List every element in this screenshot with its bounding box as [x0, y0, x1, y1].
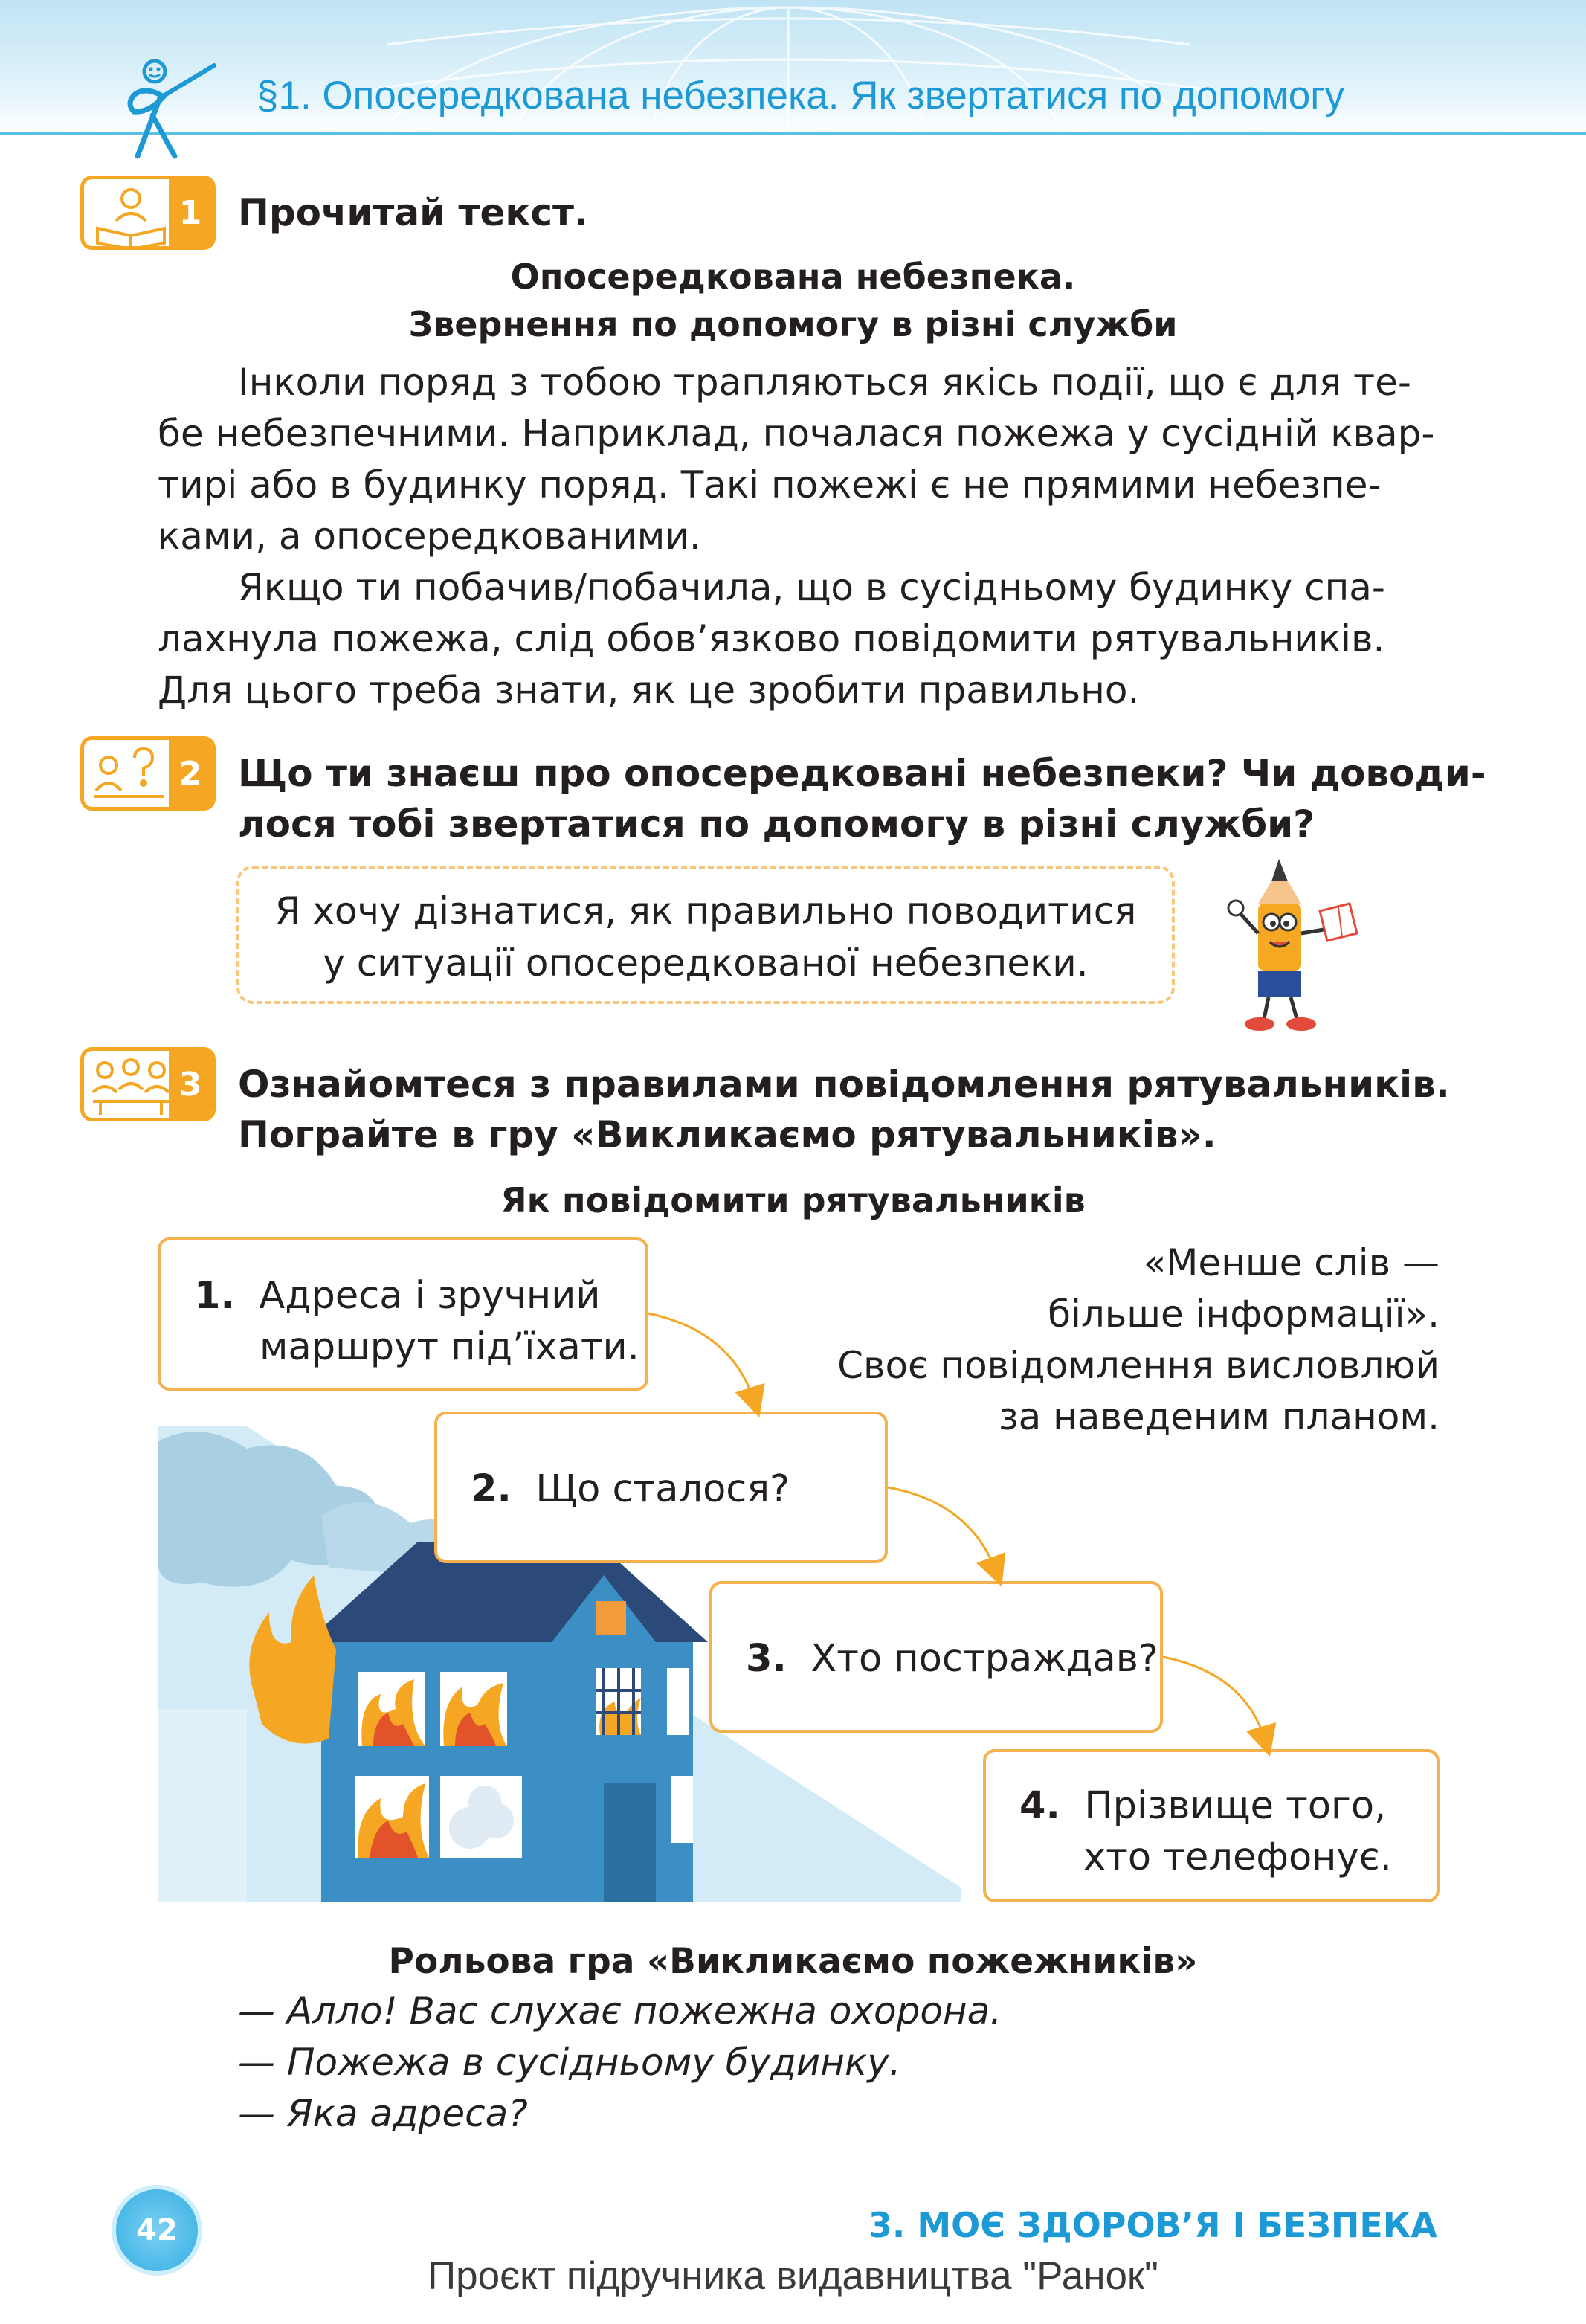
- reading-child-icon: [90, 184, 172, 246]
- ya-logo-icon: [104, 52, 223, 167]
- page-header-title: §1. Опосередкована небезпека. Як звертатися по допомогу: [257, 74, 1345, 118]
- rule-quote: [744, 1237, 1440, 1443]
- step-number: 4.: [1019, 1784, 1060, 1828]
- note-line: Я хочу дізнатися, як правильно поводитися: [274, 889, 1137, 933]
- question-children-icon: [90, 744, 172, 807]
- header-rule: [0, 132, 1586, 135]
- note-box: [236, 866, 1175, 1004]
- task-badge-2: [80, 736, 216, 811]
- task2-question-line1: Що ти знаєш про опосередковані небезпеки? Чи доводи-: [238, 752, 1486, 795]
- note-line: у ситуації опосередкованої небезпеки.: [323, 941, 1089, 985]
- step-number: 1.: [194, 1274, 235, 1318]
- quote-line: «Менше слів —: [1143, 1241, 1440, 1284]
- paragraph-1: [158, 357, 1440, 562]
- paragraph-line: тирі або в будинку поряд. Такі пожежі є не прямими небезпе-: [158, 463, 1382, 506]
- paragraph-2: [158, 562, 1440, 716]
- task-number: 1: [169, 179, 212, 246]
- paragraph-line: лахнула пожежа, слід обов’язково повідомити рятувальників.: [158, 617, 1385, 660]
- step-3-box: [709, 1581, 1163, 1733]
- text-title-line2: Звернення по допомогу в різні служби: [408, 304, 1178, 344]
- step-text: хто телефонує.: [1083, 1835, 1392, 1879]
- quote-line: за наведеним планом.: [999, 1395, 1440, 1438]
- section-label: 3. МОЄ ЗДОРОВ’Я І БЕЗПЕКА: [868, 2205, 1437, 2245]
- scheme-subtitle: Як повідомити рятувальників: [500, 1180, 1086, 1220]
- role-play-title: Рольова гра «Викликаємо пожежників»: [388, 1941, 1198, 1982]
- step-text: Що сталося?: [535, 1467, 790, 1511]
- task-number: 2: [169, 740, 212, 807]
- paragraph-line: Для цього треба знати, як це зробити правильно.: [158, 669, 1140, 712]
- task-number: 3: [169, 1051, 212, 1118]
- paragraph-line: Інколи поряд з тобою трапляються якісь події, що є для те-: [238, 361, 1411, 404]
- step-text: Прізвище того,: [1084, 1784, 1387, 1828]
- task1-instruction: Прочитай текст.: [238, 191, 588, 234]
- quote-line: більше інформації».: [1048, 1293, 1440, 1336]
- paragraph-line: Якщо ти побачив/побачила, що в сусідньому будинку спа-: [238, 566, 1385, 609]
- paragraph-line: ками, а опосередкованими.: [158, 515, 701, 558]
- paragraph-line: бе небезпечними. Наприклад, почалася пожежа у сусідній квар-: [158, 412, 1435, 455]
- pencil-mascot-icon: [1219, 859, 1368, 1040]
- task-badge-1: [80, 176, 216, 250]
- group-children-icon: [90, 1055, 172, 1118]
- step-1-box: [158, 1237, 648, 1391]
- quote-line: Своє повідомлення висловлюй: [837, 1344, 1440, 1387]
- task3-instruction-line1: Ознайомтеся з правилами повідомлення рятувальників.: [238, 1063, 1450, 1106]
- step-number: 2.: [471, 1467, 512, 1511]
- task-badge-3: [80, 1047, 216, 1121]
- task3-instruction-line2: Пограйте в гру «Викликаємо рятувальників».: [238, 1113, 1216, 1156]
- project-note: Проєкт підручника видавництва "Ранок": [428, 2254, 1158, 2298]
- step-text: маршрут під’їхати.: [260, 1325, 639, 1369]
- dialog: [238, 1986, 1002, 2140]
- page-number: 42: [112, 2185, 202, 2276]
- text-title-line1: Опосередкована небезпека.: [510, 257, 1076, 297]
- task2-question-line2: лося тобі звертатися по допомогу в різні служби?: [238, 802, 1315, 846]
- step-number: 3.: [746, 1637, 787, 1681]
- dialog-line: — Пожежа в сусідньому будинку.: [238, 2041, 901, 2084]
- step-text: Хто постраждав?: [810, 1637, 1158, 1681]
- step-text: Адреса і зручний: [259, 1274, 601, 1318]
- step-4-box: [983, 1749, 1440, 1902]
- dialog-line: — Яка адреса?: [238, 2092, 528, 2135]
- dialog-line: — Алло! Вас слухає пожежна охорона.: [238, 1989, 1002, 2032]
